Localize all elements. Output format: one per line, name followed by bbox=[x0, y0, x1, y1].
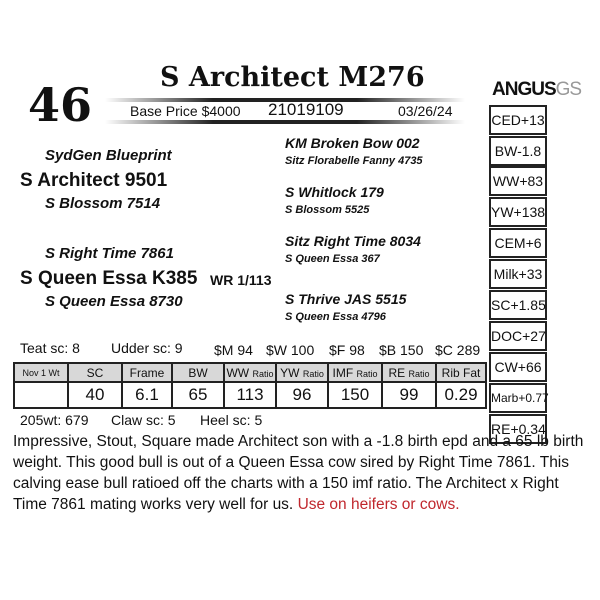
epd-box: WW+83 bbox=[489, 166, 547, 196]
epd-box: YW+138 bbox=[489, 197, 547, 227]
heel-score: Heel sc: 5 bbox=[200, 412, 263, 428]
header: Nov 1 Wt bbox=[14, 363, 68, 382]
index-m: $M 94 bbox=[214, 342, 253, 358]
weight-205: 205wt: 679 bbox=[20, 412, 89, 428]
cell: 150 bbox=[328, 382, 382, 408]
epd-box: CW+66 bbox=[489, 352, 547, 382]
sire-sire: SydGen Blueprint bbox=[45, 147, 172, 164]
header: Rib Fat bbox=[436, 363, 486, 382]
epd-box: RE+0.34 bbox=[489, 414, 547, 444]
header: RE Ratio bbox=[382, 363, 436, 382]
header: WW Ratio bbox=[224, 363, 276, 382]
divider bbox=[105, 120, 465, 124]
cell bbox=[14, 382, 68, 408]
header: Frame bbox=[122, 363, 172, 382]
lot-number: 46 bbox=[28, 78, 93, 132]
ancestor: Sitz Florabelle Fanny 4735 bbox=[285, 155, 423, 167]
epd-box: DOC+27 bbox=[489, 321, 547, 351]
dam-dam: S Queen Essa 8730 bbox=[45, 293, 183, 310]
header: IMF Ratio bbox=[328, 363, 382, 382]
cell: 65 bbox=[172, 382, 224, 408]
header: SC bbox=[68, 363, 122, 382]
sire: S Architect 9501 bbox=[20, 170, 168, 191]
claw-score: Claw sc: 5 bbox=[111, 412, 176, 428]
ancestor: S Thrive JAS 5515 bbox=[285, 291, 407, 307]
index-b: $B 150 bbox=[379, 342, 424, 358]
header: YW Ratio bbox=[276, 363, 328, 382]
performance-table bbox=[13, 362, 487, 409]
epd-box: CED+13 bbox=[489, 105, 547, 135]
ancestor: S Queen Essa 367 bbox=[285, 253, 380, 265]
sale-date: 03/26/24 bbox=[398, 103, 453, 119]
ancestor: Sitz Right Time 8034 bbox=[285, 233, 421, 249]
usage-note: Use on heifers or cows. bbox=[297, 496, 460, 513]
ancestor: S Whitlock 179 bbox=[285, 184, 384, 200]
base-price: Base Price $4000 bbox=[130, 103, 241, 119]
ancestor: S Queen Essa 4796 bbox=[285, 311, 386, 323]
cell: 99 bbox=[382, 382, 436, 408]
epd-box: CEM+6 bbox=[489, 228, 547, 258]
animal-name: S Architect M276 bbox=[160, 62, 425, 93]
cell: 40 bbox=[68, 382, 122, 408]
cell: 6.1 bbox=[122, 382, 172, 408]
index-f: $F 98 bbox=[329, 342, 365, 358]
header: BW bbox=[172, 363, 224, 382]
wr-ratio: WR 1/113 bbox=[210, 272, 272, 288]
description: Impressive, Stout, Square made Architect son with a -1.8 birth epd and a 65 lb birth weight. This good bull is out of a Queen Essa cow sired by Right Time 7861. This calving ease bull ratioed off the charts with a 150 imf ratio. The Architect x Right Time 7861 mating works very well for us. Use on heifers or cows. bbox=[13, 433, 584, 513]
index-w: $W 100 bbox=[266, 342, 315, 358]
dam-sire: S Right Time 7861 bbox=[45, 245, 174, 262]
angus-gs-logo: ANGUSGS bbox=[492, 79, 582, 100]
cell: 96 bbox=[276, 382, 328, 408]
teat-score: Teat sc: 8 bbox=[20, 340, 80, 356]
cell: 113 bbox=[224, 382, 276, 408]
ancestor: S Blossom 5525 bbox=[285, 204, 370, 216]
index-c: $C 289 bbox=[435, 342, 481, 358]
epd-box: BW-1.8 bbox=[489, 136, 547, 166]
dam: S Queen Essa K385 bbox=[20, 268, 198, 289]
udder-score: Udder sc: 9 bbox=[111, 340, 183, 356]
epd-box: SC+1.85 bbox=[489, 290, 547, 320]
epd-box: Milk+33 bbox=[489, 259, 547, 289]
cell: 0.29 bbox=[436, 382, 486, 408]
registration-number: 21019109 bbox=[268, 100, 344, 119]
ancestor: KM Broken Bow 002 bbox=[285, 135, 420, 151]
sire-dam: S Blossom 7514 bbox=[45, 195, 161, 212]
epd-box: Marb+0.77 bbox=[489, 383, 547, 413]
